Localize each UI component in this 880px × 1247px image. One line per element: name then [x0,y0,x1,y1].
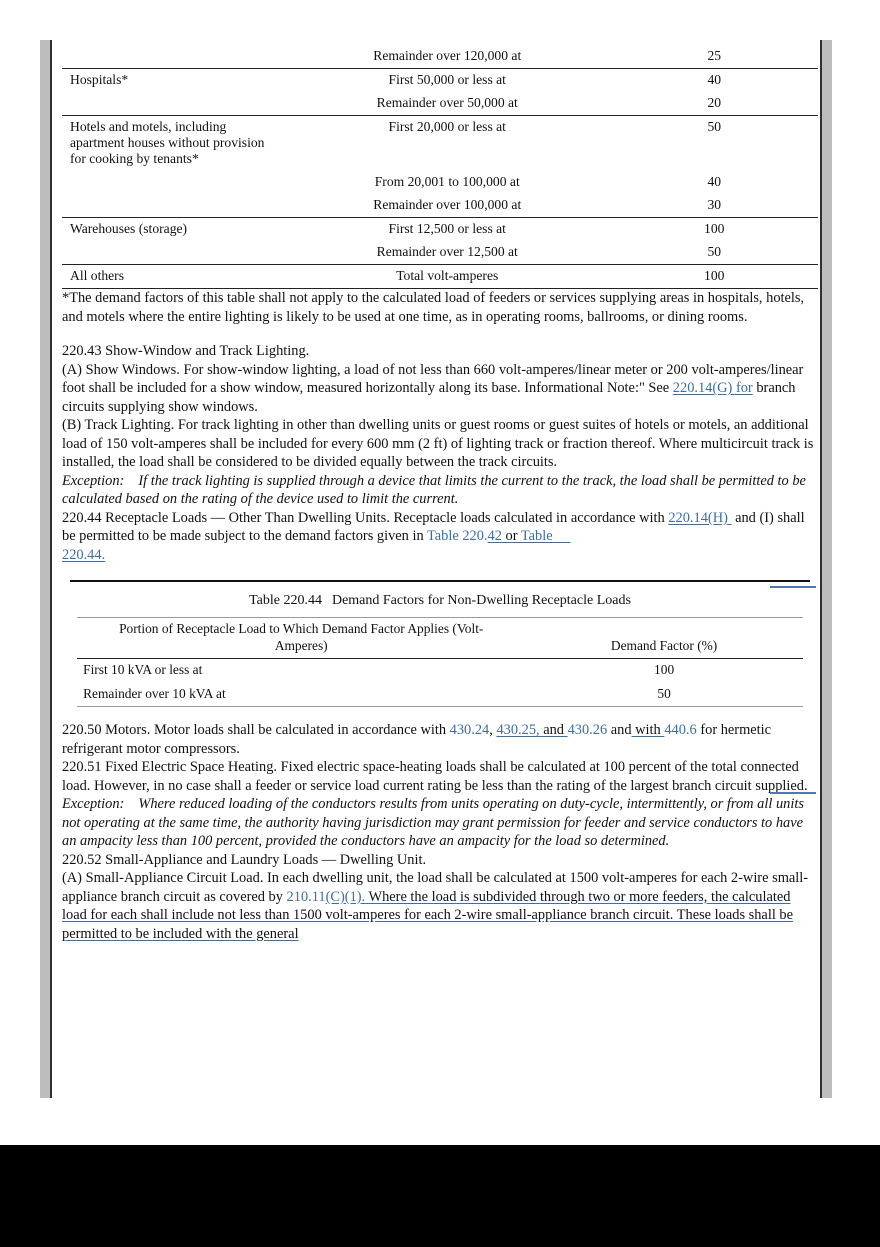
portion-cell: Total volt-amperes [284,265,610,289]
occupancy-cell: All others [62,265,284,289]
paragraph-220-43-a [62,361,818,417]
section-divider-rule [70,580,810,582]
table-row [62,218,818,242]
separator: , [489,722,497,738]
column-header-portion [77,618,525,659]
link-210-11-suffix[interactable]: (C)(1). [325,888,366,905]
link-220-14-g[interactable]: 220.14(G) for [672,380,753,396]
portion-cell: First 10 kVA or less at [77,659,525,683]
occupancy-line-3: for cooking by tenants* [70,151,199,166]
page-left-edge-bar [40,40,52,1098]
factor-cell: 40 [610,69,818,93]
link-430-24[interactable]: 430.24 [449,722,490,738]
factor-cell: 50 [657,685,671,701]
paragraph-text-tail: branch circuits supplying show windows. [62,380,796,415]
column-header-line-1: Portion of Receptacle Load to Which Demand Factor Applies (Volt- [119,621,484,636]
exception-text: If the track lighting is supplied through a device that limits the current to the track, the load shall be permitted to be calculated based on the rating of the device used to limit the current. [62,472,806,507]
link-table-220-42-suffix[interactable]: 42 [487,528,502,544]
portion-cell: First 20,000 or less at [284,116,610,172]
table-220-44 [77,617,803,707]
paragraph-220-52-a [62,869,818,943]
margin-link-underline-stub-2 [770,792,816,794]
link-underline-filler [553,528,571,544]
occupancy-line-2: apartment houses without provision [70,135,265,150]
paragraph-text: with [631,722,665,738]
portion-cell: First 50,000 or less at [284,69,610,93]
portion-cell: Remainder over 100,000 at [373,197,522,212]
paragraph-220-44 [62,509,818,565]
table-220-44-caption [62,593,818,609]
factor-cell: 40 [707,174,722,189]
factor-cell: 25 [707,48,722,63]
portion-cell: Remainder over 10 kVA at [83,685,226,701]
factor-cell: 100 [610,218,818,242]
link-table-220-44-cont[interactable]: 220.44. [62,546,106,563]
table-220-42 [62,45,818,289]
factor-cell: 50 [707,244,722,259]
paragraph-text: and [539,722,568,738]
paragraph-text: and [607,722,632,738]
table-row [62,171,818,194]
occupancy-cell [62,45,284,69]
page-content [62,40,818,1098]
paragraph-220-50 [62,721,818,758]
table-header-row [77,618,803,659]
occupancy-cell [62,92,284,116]
page-right-edge-bar [820,40,832,1098]
column-header-demand-factor: Demand Factor (%) [525,618,803,659]
link-440-6[interactable]: 440.6 [664,722,697,738]
paragraph-220-51: 220.51 Fixed Electric Space Heating. Fixed electric space-heating loads shall be calculated at 100 percent of the total connected load. However, in no case shall a feeder or service load current rating be less than the rating of the largest branch circuit supplied. [62,759,808,794]
exception-220-43 [62,472,818,509]
margin-link-underline-stub-1 [770,586,816,588]
factor-cell: 100 [525,659,803,683]
occupancy-cell [62,116,284,172]
occupancy-cell [62,194,284,218]
link-430-26[interactable]: 430.26 [567,722,608,738]
link-430-25[interactable]: 430.25, [496,722,540,738]
paragraph-text-tail: for hermetic refrigerant motor compressors. [62,722,772,757]
table-row [62,45,818,69]
table-row [77,659,803,683]
table-row [62,69,818,93]
occupancy-cell [62,171,284,194]
link-220-14-h[interactable]: 220.14(H) [668,509,728,526]
occupancy-cell: Hospitals* [62,69,284,93]
column-header-line-2: Amperes) [274,637,328,653]
paragraph-text: and (I) shall be permitted to be made subject to the demand factors given in [62,509,805,544]
table-row [62,265,818,289]
table-row [62,116,818,172]
viewport-bottom-band [0,1145,880,1247]
paragraph-220-43-b: (B) Track Lighting. For track lighting in other than dwelling units or guest rooms or guest suites of hotels or motels, an additional load of 150 volt-amperes shall be included for every 600 mm (2 ft) of lighting track or fraction thereof. Where multicircuit track is installed, the load shall be considered to be divided equally between the track circuits. [62,417,814,470]
paragraph-text-tail: Where the load is subdivided through two or more feeders, the calculated load for each shall include not less than 1500 volt-amperes for each 2-wire small-appliance branch circuit. These loads shall be permitted to be included with the general [62,888,793,942]
portion-cell: First 12,500 or less at [284,218,610,242]
exception-label: Exception: [62,472,125,489]
table-row [62,194,818,218]
link-210-11[interactable]: 210.11 [286,888,326,905]
paragraph-text: 220.50 Motors. Motor loads shall be calculated in accordance with [62,722,450,738]
occupancy-cell: Warehouses (storage) [62,218,284,242]
factor-cell: 100 [610,265,818,289]
portion-cell: Remainder over 120,000 at [373,48,522,63]
table-row [77,683,803,707]
paragraph-text: 220.44 Receptacle Loads — Other Than Dwelling Units. Receptacle loads calculated in accordance with [62,509,669,526]
paragraph-text: (A) Small-Appliance Circuit Load. In each dwelling unit, the load shall be calculated at 1500 volt-amperes for each 2-wire small-appliance branch circuit as covered by [62,870,809,905]
factor-cell: 20 [707,95,722,110]
factor-cell: 30 [707,197,722,212]
portion-cell: Remainder over 12,500 at [376,244,518,259]
exception-text: Where reduced loading of the conductors results from units operating on duty-cycle, intermittently, or from all units not operating at the same time, the authority having jurisdiction may grant permission for feeder and service conductors to have an ampacity less than 100 percent, provided the conductors have an ampacity for the load so determined. [62,796,804,849]
factor-cell: 50 [610,116,818,172]
paragraph-text: or [501,528,521,544]
exception-label: Exception: [62,796,125,812]
table-row [62,92,818,116]
link-table-220-42[interactable]: Table 220. [427,528,488,544]
portion-cell: From 20,001 to 100,000 at [374,174,520,189]
table-220-42-grid [62,45,818,289]
table-footnote: *The demand factors of this table shall not apply to the calculated load of feeders or services supplying areas in hospitals, hotels, and motels where the entire lighting is likely to be used at one time, as in operating rooms, ballrooms, or dining rooms. [62,290,805,325]
table-caption-text: Demand Factors for Non-Dwelling Receptacle Loads [331,593,631,608]
section-heading-220-43: 220.43 Show-Window and Track Lighting. [62,343,310,359]
section-heading-220-52: 220.52 Small-Appliance and Laundry Loads — Dwelling Unit. [62,851,427,868]
table-row [62,241,818,265]
link-table-220-44[interactable]: Table [520,528,553,544]
occupancy-cell [62,241,284,265]
occupancy-line-1: Hotels and motels, including [70,119,227,134]
portion-cell: Remainder over 50,000 at [376,95,518,110]
paragraph-text: (A) Show Windows. For show-window lighting, a load of not less than 660 volt-amperes/linear meter or 200 volt-amperes/linear foot shall be included for a show window, measured horizontally along its base. Informational Note:" See [62,361,804,396]
table-caption-label: Table 220.44 [249,593,322,608]
exception-220-51 [62,795,818,851]
